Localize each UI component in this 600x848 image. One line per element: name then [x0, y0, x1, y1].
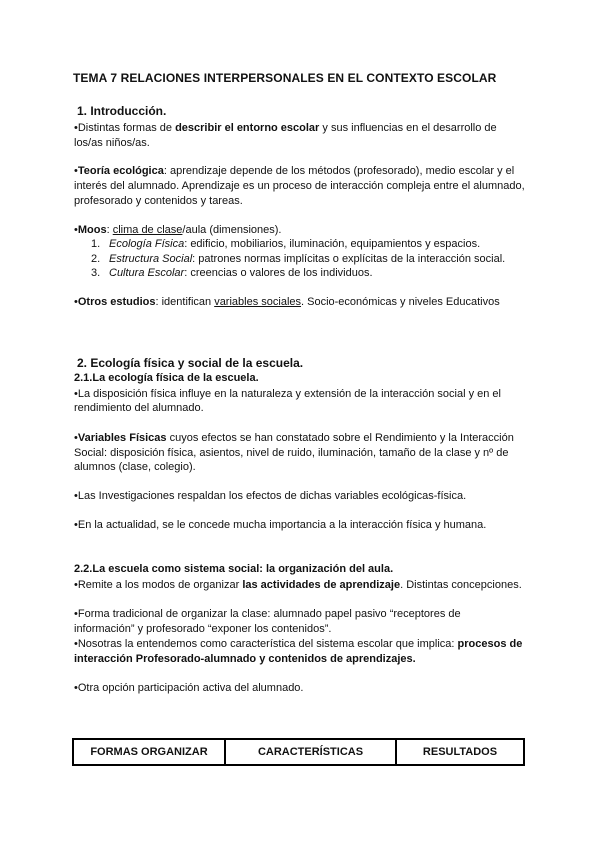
moos-list-item: 1. Ecología Física: edificio, mobiliarios, iluminación, equipamientos y espacios.	[91, 238, 481, 250]
page-title: TEMA 7 RELACIONES INTERPERSONALES EN EL CONTEXTO ESCOLAR	[73, 71, 497, 85]
forma-tradicional-line-1: •Forma tradicional de organizar la clase: alumnado papel pasivo “receptores de	[74, 608, 461, 620]
investigaciones-paragraph: •Las Investigaciones respaldan los efectos de dichas variables ecológicas-física.	[74, 490, 467, 502]
intro-paragraph-line-1: •Distintas formas de describir el entorno escolar y sus influencias en el desarrollo de	[74, 122, 497, 134]
otra-opcion-paragraph: •Otra opción participación activa del alumnado.	[74, 682, 304, 694]
nosotras-paragraph-line-1: •Nosotras la entendemos como característica del sistema escolar que implica: procesos de	[74, 638, 523, 650]
table-header-cell: RESULTADOS	[396, 739, 524, 765]
intro-paragraph-line-2: los/as niños/as.	[74, 137, 150, 149]
disposicion-paragraph-line-2: rendimiento del alumnado.	[74, 402, 204, 414]
ecologica-paragraph-line-3: profesorado y contenidos y tareas.	[74, 195, 243, 207]
table-header-cell: CARACTERÍSTICAS	[225, 739, 396, 765]
otros-estudios-paragraph: •Otros estudios: identifican variables sociales. Socio-económicas y niveles Educativos	[74, 296, 500, 308]
formas-organizar-table	[72, 738, 525, 766]
table-header-row	[73, 739, 524, 765]
section-2-heading: 2. Ecología física y social de la escuela.	[77, 356, 304, 370]
ecologica-paragraph-line-1: •Teoría ecológica: aprendizaje depende de los métodos (profesorado), medio escolar y el	[74, 165, 515, 177]
actualidad-paragraph: •En la actualidad, se le concede mucha importancia a la interacción física y humana.	[74, 519, 487, 531]
variables-fisicas-line-1: •Variables Físicas cuyos efectos se han constatado sobre el Rendimiento y la Interacción	[74, 432, 514, 444]
moos-list-item: 3. Cultura Escolar: creencias o valores de los individuos.	[91, 267, 373, 279]
variables-fisicas-line-3: alumnos (clase, colegio).	[74, 461, 196, 473]
nosotras-paragraph-line-2: interacción Profesorado-alumnado y contenidos de aprendizajes.	[74, 653, 416, 665]
forma-tradicional-line-2: información” y profesorado “exponer los contenidos”.	[74, 623, 332, 635]
section-1-heading: 1. Introducción.	[77, 104, 167, 118]
disposicion-paragraph-line-1: •La disposición física influye en la naturaleza y extensión de la interacción social y en el	[74, 388, 501, 400]
moos-paragraph: •Moos: clima de clase/aula (dimensiones).	[74, 224, 282, 236]
table-header-cell: FORMAS ORGANIZAR	[73, 739, 225, 765]
remite-paragraph: •Remite a los modos de organizar las actividades de aprendizaje. Distintas concepciones.	[74, 579, 522, 591]
subsection-2-2-heading: 2.2.La escuela como sistema social: la organización del aula.	[74, 563, 394, 575]
subsection-2-1-heading: 2.1.La ecología física de la escuela.	[74, 372, 259, 384]
ecologica-paragraph-line-2: interés del alumnado. Aprendizaje es un proceso de interacción compleja entre el alumnado,	[74, 180, 525, 192]
moos-list-item: 2. Estructura Social: patrones normas implícitas o explícitas de la interacción social.	[91, 253, 506, 265]
variables-fisicas-line-2: Social: disposición física, asientos, nivel de ruido, iluminación, tamaño de la clase y nº de	[74, 447, 509, 459]
